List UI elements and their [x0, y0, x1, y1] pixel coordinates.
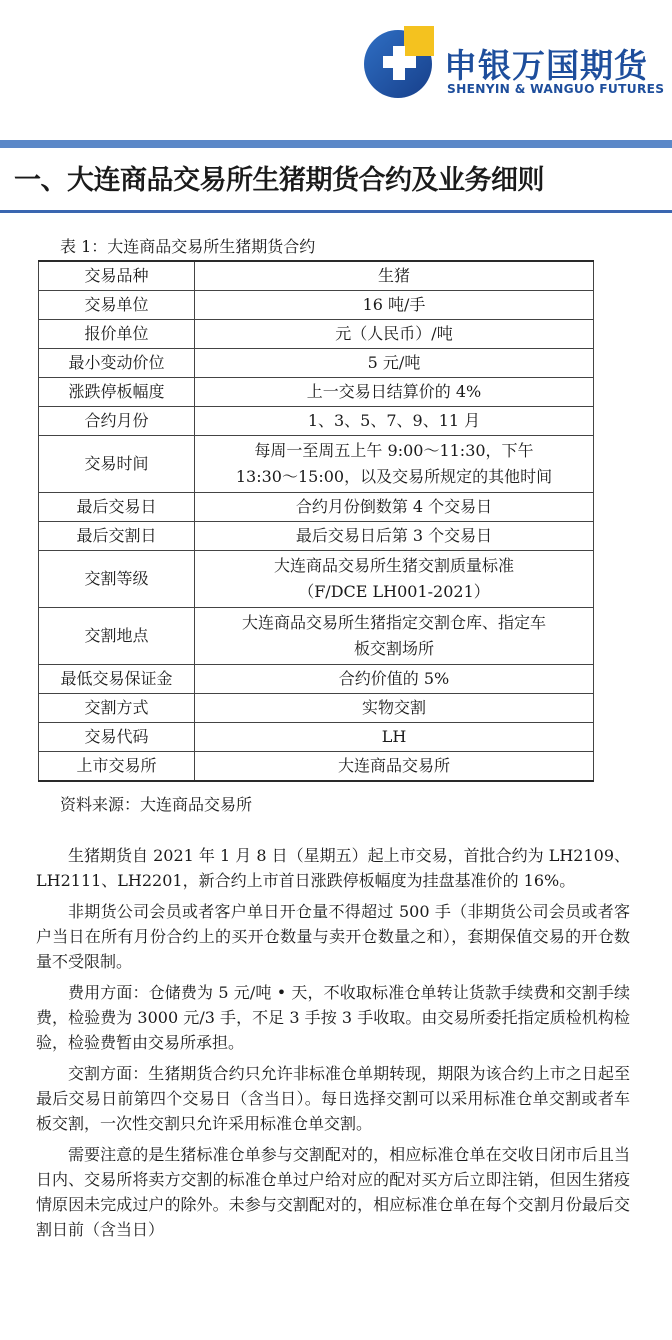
- row-value: [195, 551, 594, 608]
- row-value-line: 13:30～15:00，以及交易所规定的其他时间: [235, 467, 553, 486]
- table-row: [39, 522, 594, 551]
- paragraph: 需要注意的是生猪标准仓单参与交割配对的，相应标准仓单在交收日闭市后且当日内、交易所将卖方交割的标准仓单过户给对应的配对买方后立即注销，但因生猪疫情原因未完成过户的除外。未参与交割配对的，相应标准仓单在每个交割月份最后交割日前（含当日）: [36, 1145, 630, 1239]
- row-label: 交易单位: [39, 291, 195, 320]
- row-label: 交割等级: [39, 551, 195, 608]
- table-row: [39, 493, 594, 522]
- table-row: [39, 752, 594, 782]
- paragraph: 交割方面：生猪期货合约只允许非标准仓单期转现，期限为该合约上市之日起至最后交易日前第四个交易日（含当日）。每日选择交割可以采用标准仓单交割或者车板交割，一次性交割只允许采用标准仓单交割。: [36, 1064, 630, 1133]
- row-value-line: （F/DCE LH001-2021）: [298, 582, 490, 601]
- row-label: 最后交割日: [39, 522, 195, 551]
- table-row: [39, 665, 594, 694]
- row-value-line: 大连商品交易所: [337, 756, 450, 775]
- table-row: [39, 723, 594, 752]
- row-value-line: 实物交割: [361, 698, 426, 717]
- row-value: [195, 349, 594, 378]
- row-value: [195, 291, 594, 320]
- row-value: [195, 522, 594, 551]
- row-value: [195, 665, 594, 694]
- page-header: [0, 0, 672, 140]
- row-label: 合约月份: [39, 407, 195, 436]
- row-value-line: 合约价值的 5%: [338, 669, 450, 688]
- row-value-line: 大连商品交易所生猪指定交割仓库、指定车: [241, 613, 546, 632]
- row-value-line: 板交割场所: [353, 639, 434, 658]
- table-row: [39, 378, 594, 407]
- brand-name-cn: 申银万国期货: [444, 46, 648, 85]
- row-label: 报价单位: [39, 320, 195, 349]
- title-underline: [0, 210, 672, 213]
- row-value-line: 上一交易日结算价的 4%: [306, 382, 482, 401]
- table-row: [39, 436, 594, 493]
- row-value-line: 大连商品交易所生猪交割质量标准: [273, 556, 514, 575]
- row-value: [195, 407, 594, 436]
- row-value: [195, 608, 594, 665]
- table-source: 资料来源：大连商品交易所: [60, 795, 253, 814]
- table-row: [39, 551, 594, 608]
- row-value-line: 元（人民币）/吨: [335, 324, 453, 343]
- table-row: [39, 291, 594, 320]
- row-value-line: 1、3、5、7、9、11 月: [307, 411, 481, 430]
- row-value-line: 每周一至周五上午 9:00～11:30，下午: [254, 441, 534, 460]
- table-row: [39, 608, 594, 665]
- row-value: [195, 723, 594, 752]
- row-label: 最低交易保证金: [39, 665, 195, 694]
- row-label: 上市交易所: [39, 752, 195, 782]
- row-value: [195, 436, 594, 493]
- header-divider: [0, 140, 672, 148]
- section-title: 一、大连商品交易所生猪期货合约及业务细则: [14, 165, 544, 196]
- contract-spec-table: [38, 260, 594, 782]
- table-row: [39, 261, 594, 291]
- row-value: [195, 378, 594, 407]
- row-value-line: 合约月份倒数第 4 个交易日: [295, 497, 493, 516]
- row-value: [195, 320, 594, 349]
- shenyin-wanguo-logo-icon: [364, 22, 438, 100]
- row-value-line: 16 吨/手: [362, 295, 426, 314]
- row-label: 交割方式: [39, 694, 195, 723]
- row-label: 最小变动价位: [39, 349, 195, 378]
- row-value-line: 生猪: [377, 266, 410, 285]
- row-value: [195, 694, 594, 723]
- row-value-line: LH: [381, 727, 407, 746]
- table-row: [39, 349, 594, 378]
- body-text: [36, 843, 630, 1248]
- table-caption: 表 1：大连商品交易所生猪期货合约: [60, 237, 316, 256]
- table-row: [39, 407, 594, 436]
- row-value-line: 5 元/吨: [367, 353, 421, 372]
- row-label: 涨跌停板幅度: [39, 378, 195, 407]
- row-label: 交易品种: [39, 261, 195, 291]
- paragraph: 费用方面：仓储费为 5 元/吨 • 天，不收取标准仓单转让货款手续费和交割手续费，检验费为 3000 元/3 手，不足 3 手按 3 手收取。由交易所委托指定质检机构检验，检验费暂由交易所承担。: [36, 983, 630, 1052]
- row-label: 最后交易日: [39, 493, 195, 522]
- row-value: [195, 752, 594, 782]
- row-label: 交割地点: [39, 608, 195, 665]
- row-label: 交易代码: [39, 723, 195, 752]
- brand-name-en: SHENYIN & WANGUO FUTURES: [447, 82, 665, 96]
- table-row: [39, 320, 594, 349]
- row-value: [195, 261, 594, 291]
- row-value-line: 最后交易日后第 3 个交易日: [295, 526, 493, 545]
- table-row: [39, 694, 594, 723]
- paragraph: 生猪期货自 2021 年 1 月 8 日（星期五）起上市交易，首批合约为 LH2109、LH2111、LH2201，新合约上市首日涨跌停板幅度为挂盘基准价的 16%。: [36, 846, 630, 890]
- paragraph: 非期货公司会员或者客户单日开仓量不得超过 500 手（非期货公司会员或者客户当日在所有月份合约上的买开仓数量与卖开仓数量之和），套期保值交易的开仓数量不受限制。: [36, 902, 630, 971]
- row-value: [195, 493, 594, 522]
- row-label: 交易时间: [39, 436, 195, 493]
